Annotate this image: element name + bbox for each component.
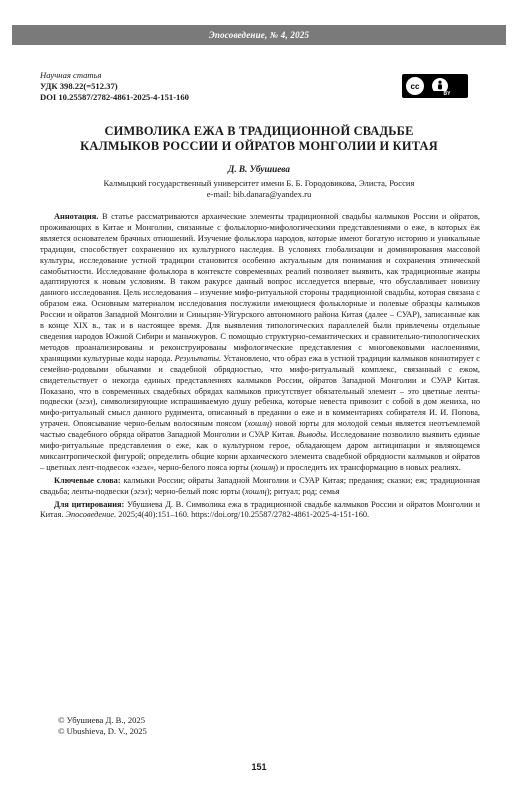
article-meta (40, 70, 189, 103)
doi: DOI 10.25587/2782-4861-2025-4-151-160 (40, 92, 189, 102)
journal-header (0, 0, 518, 60)
results-label: Результаты. (174, 353, 222, 363)
citation-label: Для цитирования: (54, 499, 125, 509)
abstract-paragraph: Аннотация. В статье рассматриваются архаические элементы традиционной свадьбы калмыков России и ойратов, проживающих в Китае и Монголии, связанные с фольклорно-мифологическими представлениями о еже, в которых ёж является основателем брачных отношений. Изучение фольклора народов, которые имеют богатую историю и уникальные традиции, способствует сохранению их культурного наследия. В условиях глобализации и доминирования массовой культуры, исследование устной традиции становится особенно актуальным для понимания и сохранения этнической самобытности. Исследование фольклора в контексте современных реалий позволяет выявить, как традиционные жанры адаптируются к новым условиям. В таком ракурсе данный вопрос исследуется впервые, что обуславливает новизну данного исследования. Цель исследования – изучение мифо-ритуальной стороны традиционной свадьбы, которая связана с образом ежа. Основным материалом исследования послужили имеющиеся фольклорные и полевые образцы калмыков России и ойратов Западной Монголии и Синьцзян-Уйгурского автономного района Китая (далее – СУАР), записанные как в конце XIX в., так и в настоящее время. Для выявления типологических параллелей были привлечены отдельные сведения народов Южной Сибири и маньчжуров. С помощью структурно-семантических и сравнительно-типологических методов проанализированы и реконструированы мифологические представления с многовековыми наслоениями, хранящими культурные коды народа. Результаты. Установлено, что образ ежа в устной традиции калмыков коннотирует с семейно-родовыми обычаями и свадебной обрядностью, что мифо-ритуальный комплекс, связанный с ежом, свидетельствует о некогда единых представлениях калмыков России, ойратов Западной Монголии и СУАР Китая. Показано, что в современных свадебных обрядах калмыков присутствует обязательный элемент – это цветные ленты-подвески (эгэл), символизирующие испрашиваемую душу ребенка, которые невеста привозит с собой в дом жениха, но мифо-ритуальный смысл данного рудимента, описанный в предании о еже и в комментариях собирателя И. И. Попова, утрачен. Опоясывание черно-белым волосяным поясом (хошлң) новой юрты для молодой семьи является неотъемлемой частью свадебного обряда ойратов Западной Монголии и СУАР Китая. Выводы. Исследование позволило выявить единые мифо-ритуальные представления о еже, как о культурном герое, обладающем даром антиципации и являющемся миксантропической фигурой; определить общие корни архаического элемента свадебной обрядности калмыков и ойратов – цветных лент-подвесок «эгэл», черно-белого пояса юрты (хошлң) и проследить их трансформацию в новых реалиях. (40, 212, 481, 472)
abstract-block (40, 212, 480, 521)
journal-header-bar (12, 25, 506, 45)
cc-logo-icon: cc (406, 77, 424, 95)
cc-by-license-icon (402, 74, 468, 98)
author-name: Д. В. Убушиева (228, 164, 290, 174)
keywords-paragraph: Ключевые слова: калмыки России; ойраты Западной Монголии и СУАР Китая; предания; сказки; еж; традиционная свадьба; ленты-подвески (эгэл); черно-белый пояс юрты (хошлң); ритуал; род; семья (40, 475, 480, 496)
citation-paragraph: Для цитирования: Убушиева Д. В. Символика ежа в традиционной свадьбе калмыков России и ойратов Монголии и Китая. Эпосоведение. 2025;4(40):151–160. https://doi.org/10.25587/2782-4861-2025-4-151-160. (40, 499, 481, 520)
title-line-1: СИМВОЛИКА ЕЖА В ТРАДИЦИОННОЙ СВАДЬБЕ (104, 124, 414, 138)
page-number: 151 (251, 762, 267, 772)
affiliation-org: Калмыцкий государственный университет имени Б. Б. Городовикова, Элиста, Россия (103, 178, 415, 188)
article-type: Научная статья (40, 70, 102, 80)
udc-code: УДК 398.22(=512.37) (40, 81, 118, 91)
copyright-ru: © Убушиева Д. В., 2025 (58, 715, 146, 725)
title-line-2: КАЛМЫКОВ РОССИИ И ОЙРАТОВ МОНГОЛИИ И КИТАЯ (80, 139, 438, 153)
copyright-en: © Ubushieva, D. V., 2025 (58, 726, 147, 736)
author-email: e-mail: bib.danara@yandex.ru (206, 189, 312, 199)
license-by-label: BY (426, 91, 468, 97)
journal-name: Эпосоведение, № 4, 2025 (208, 30, 310, 40)
article-title (40, 124, 478, 154)
conclusions-label: Выводы. (297, 430, 328, 440)
copyright-block (58, 715, 147, 737)
abstract-label: Аннотация. (54, 212, 99, 221)
author-affiliation (40, 178, 478, 200)
keywords-label: Ключевые слова: (54, 475, 121, 485)
